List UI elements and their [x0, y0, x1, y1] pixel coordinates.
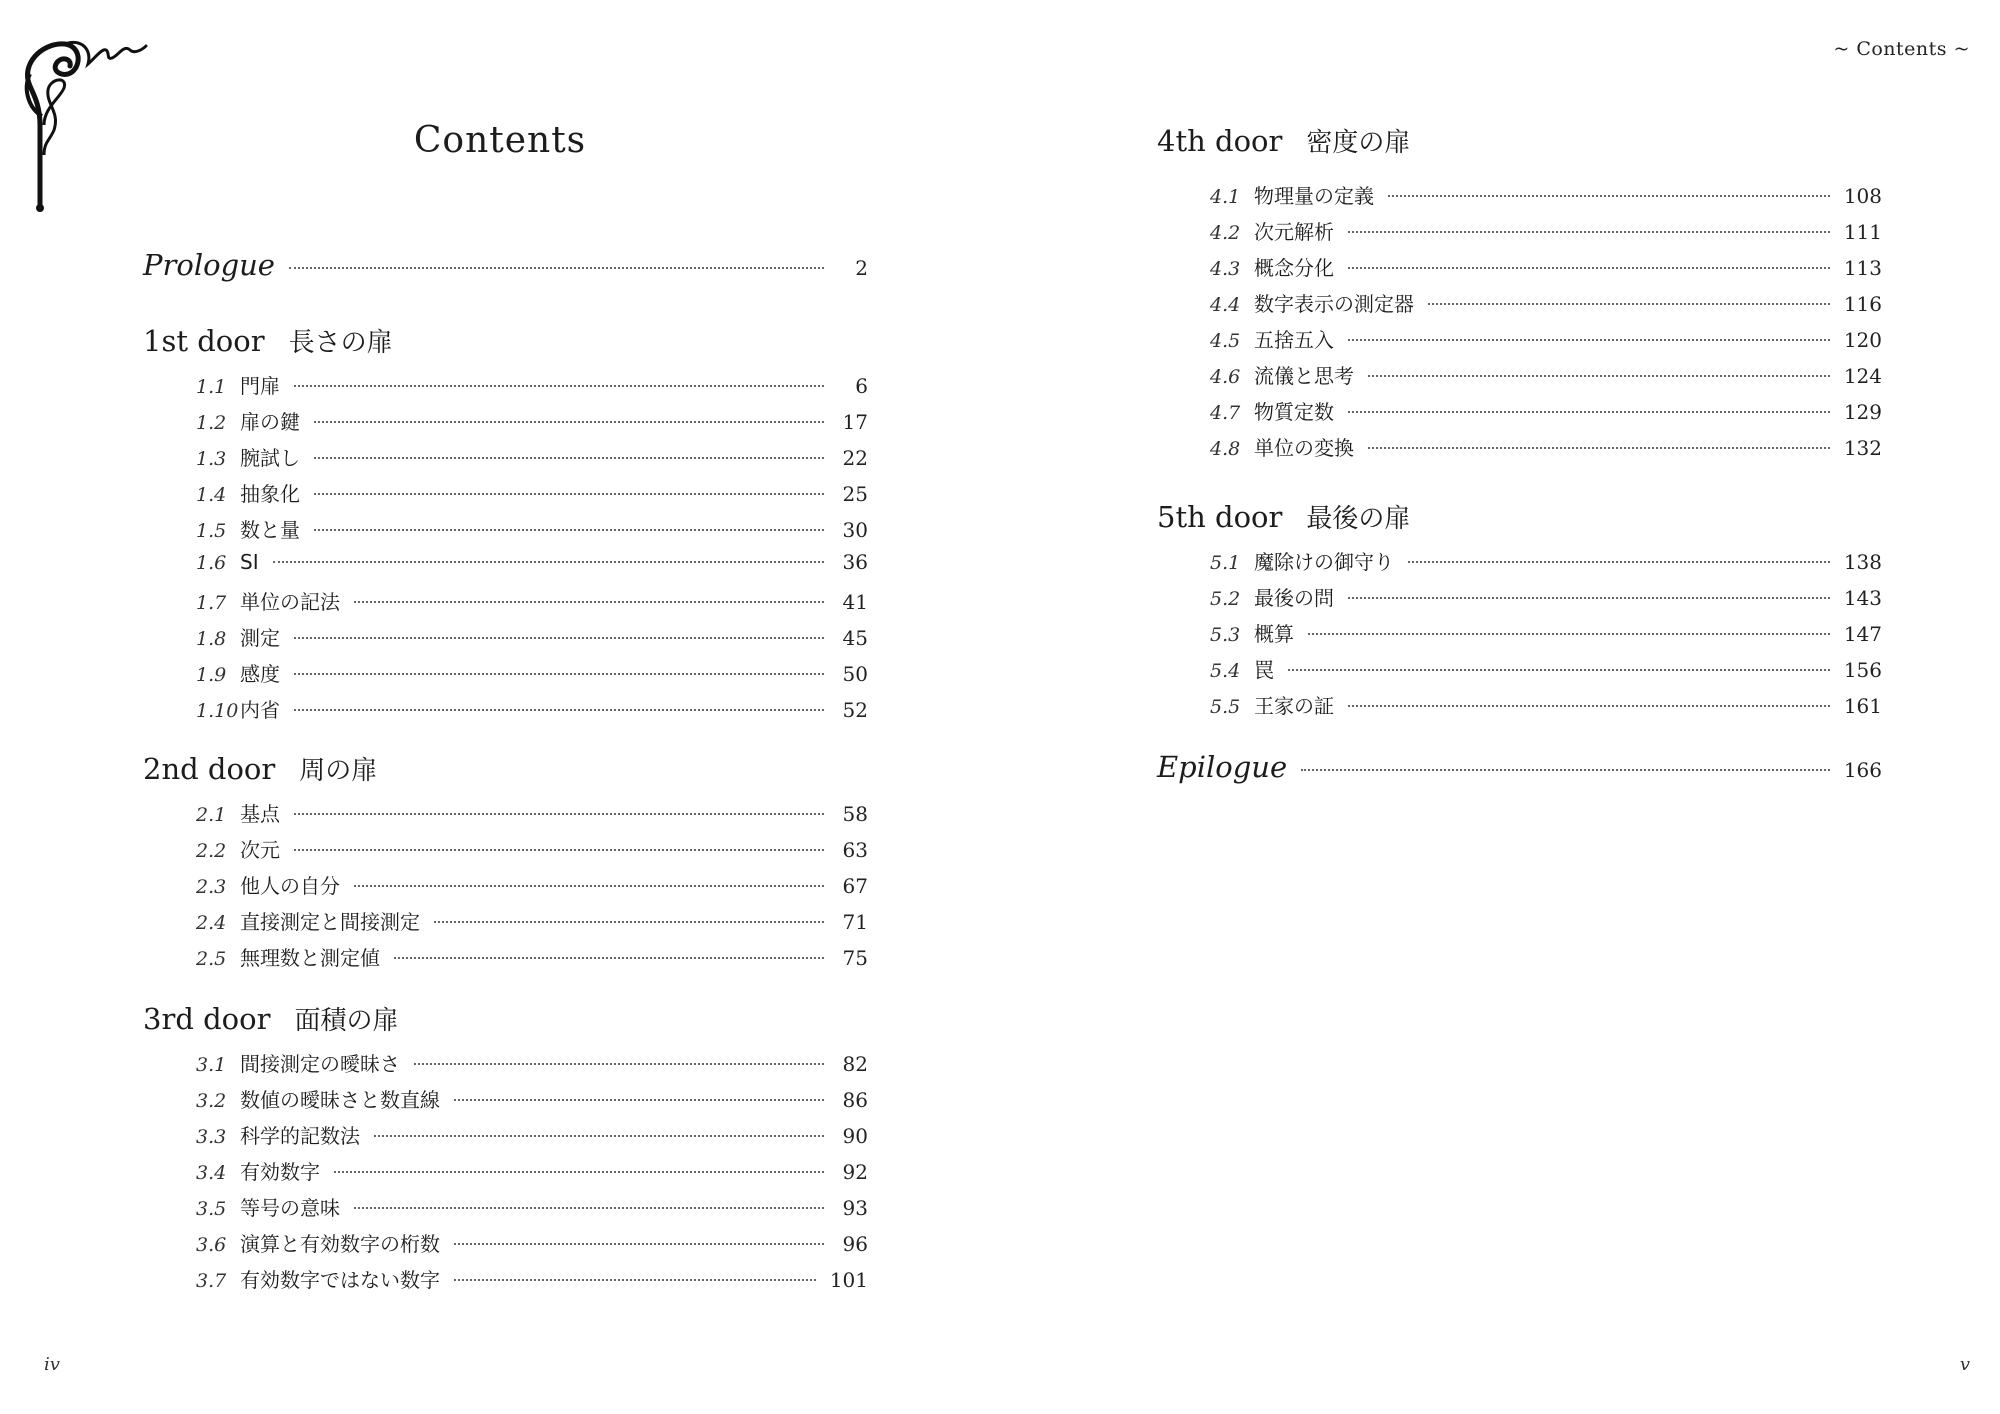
page-number: 90: [842, 1124, 868, 1148]
section-title: 概念分化: [1254, 256, 1334, 280]
section-entry[interactable]: [143, 1120, 868, 1156]
dot-leader: [314, 421, 824, 423]
dot-leader: [294, 813, 824, 815]
dot-leader: [454, 1099, 824, 1101]
section-number: 4.8: [1210, 438, 1241, 460]
page-number: 129: [1843, 400, 1882, 424]
door-name: 周の扉: [299, 756, 378, 786]
section-entry[interactable]: [143, 1264, 868, 1300]
door-3-block: [143, 1000, 868, 1300]
folio-left: iv: [44, 1354, 60, 1375]
section-title: 抽象化: [240, 482, 300, 506]
page-title: Contents: [413, 120, 587, 161]
dot-leader: [354, 1207, 824, 1209]
section-number: 1.2: [196, 412, 227, 434]
section-title: 扉の鍵: [240, 410, 300, 434]
page-number: 52: [842, 698, 868, 722]
section-number: 5.1: [1210, 552, 1241, 574]
section-number: 2.1: [196, 804, 227, 826]
page-number: 86: [842, 1088, 868, 1112]
section-entry[interactable]: [1157, 360, 1882, 396]
dot-leader: [1348, 705, 1830, 707]
section-title: 数値の曖昧さと数直線: [240, 1088, 440, 1112]
dot-leader: [273, 561, 824, 563]
prologue-block: [143, 248, 868, 288]
section-entry[interactable]: [1157, 546, 1882, 582]
door-label: 1st door: [143, 324, 265, 358]
door-heading[interactable]: [143, 750, 868, 798]
section-entry[interactable]: [143, 906, 868, 942]
page-number: 71: [842, 910, 868, 934]
section-number: 2.5: [196, 948, 227, 970]
section-number: 1.10: [196, 700, 239, 722]
page-number: 124: [1843, 364, 1882, 388]
door-name: 長さの扉: [288, 328, 393, 358]
section-number: 1.6: [196, 552, 227, 574]
section-entry[interactable]: [1157, 216, 1882, 252]
section-title: 数字表示の測定器: [1254, 292, 1414, 316]
dot-leader: [414, 1063, 824, 1065]
door-1-block: [143, 322, 868, 730]
section-entry[interactable]: [1157, 654, 1882, 690]
page-number: 30: [842, 518, 868, 542]
page-number: 67: [842, 874, 868, 898]
section-number: 2.4: [196, 912, 227, 934]
dot-leader: [314, 457, 824, 459]
dot-leader: [1368, 375, 1830, 377]
section-title: 概算: [1254, 622, 1294, 646]
section-title: 他人の自分: [240, 874, 340, 898]
page-number: 101: [829, 1268, 868, 1292]
dot-leader: [1348, 267, 1830, 269]
section-entry[interactable]: [1157, 618, 1882, 654]
page-number: 113: [1843, 256, 1882, 280]
section-title: 無理数と測定値: [240, 946, 380, 970]
section-title: 五捨五入: [1254, 328, 1334, 352]
door-label: 3rd door: [143, 1002, 271, 1036]
page-number: 2: [855, 256, 868, 280]
section-number: 3.4: [196, 1162, 227, 1184]
section-entry[interactable]: [143, 942, 868, 978]
dot-leader: [1408, 561, 1830, 563]
section-entry[interactable]: [143, 694, 868, 730]
door-5-block: [1157, 498, 1882, 726]
section-title: 内省: [240, 698, 280, 722]
section-number: 3.2: [196, 1090, 227, 1112]
dot-leader: [289, 267, 824, 269]
section-number: 2.3: [196, 876, 227, 898]
section-number: 3.5: [196, 1198, 227, 1220]
dot-leader: [1368, 447, 1830, 449]
door-name: 最後の扉: [1306, 504, 1411, 534]
dot-leader: [454, 1243, 824, 1245]
section-title: 数と量: [240, 518, 300, 542]
dot-leader: [334, 1171, 824, 1173]
dot-leader: [1308, 633, 1830, 635]
dot-leader: [314, 529, 824, 531]
dot-leader: [434, 921, 824, 923]
section-entry[interactable]: [1157, 324, 1882, 360]
page-number: 138: [1843, 550, 1882, 574]
page-number: 50: [842, 662, 868, 686]
dot-leader: [294, 385, 824, 387]
page-number: 41: [842, 590, 868, 614]
section-title: 物理量の定義: [1254, 184, 1374, 208]
dot-leader: [294, 637, 824, 639]
section-number: 3.3: [196, 1126, 227, 1148]
page-number: 116: [1843, 292, 1882, 316]
section-number: 4.6: [1210, 366, 1241, 388]
section-title: 単位の変換: [1254, 436, 1354, 460]
section-number: 1.7: [196, 592, 227, 614]
section-entry[interactable]: [1157, 252, 1882, 288]
dot-leader: [314, 493, 824, 495]
section-entry[interactable]: [1157, 396, 1882, 432]
dot-leader: [374, 1135, 824, 1137]
running-head: ~ Contents ~: [1833, 38, 1970, 60]
section-number: 4.3: [1210, 258, 1241, 280]
section-entry[interactable]: [1157, 582, 1882, 618]
section-number: 2.2: [196, 840, 227, 862]
section-entry[interactable]: [143, 370, 868, 406]
section-title: SI: [240, 550, 259, 574]
section-entry[interactable]: [1157, 690, 1882, 726]
section-entry[interactable]: [1157, 288, 1882, 324]
section-title: 有効数字: [240, 1160, 320, 1184]
section-number: 5.2: [1210, 588, 1241, 610]
page-number: 132: [1843, 436, 1882, 460]
section-title: 演算と有効数字の桁数: [240, 1232, 440, 1256]
section-title: 等号の意味: [240, 1196, 340, 1220]
dot-leader: [454, 1279, 816, 1281]
section-entry[interactable]: [143, 1048, 868, 1084]
section-entry[interactable]: [143, 870, 868, 906]
dot-leader: [354, 601, 824, 603]
dot-leader: [1288, 669, 1830, 671]
section-entry[interactable]: [143, 1228, 868, 1264]
dot-leader: [394, 957, 824, 959]
section-number: 4.1: [1210, 186, 1241, 208]
page-number: 156: [1843, 658, 1882, 682]
door-name: 密度の扉: [1306, 128, 1411, 158]
section-entry[interactable]: [143, 622, 868, 658]
dot-leader: [294, 673, 824, 675]
page-number: 25: [842, 482, 868, 506]
dot-leader: [354, 885, 824, 887]
section-title: 流儀と思考: [1254, 364, 1354, 388]
section-title: 最後の問: [1254, 586, 1334, 610]
epilogue-block: [1157, 750, 1882, 790]
section-number: 4.4: [1210, 294, 1241, 316]
section-title: 物質定数: [1254, 400, 1334, 424]
section-entry[interactable]: [143, 1084, 868, 1120]
page-number: 93: [842, 1196, 868, 1220]
section-number: 4.7: [1210, 402, 1241, 424]
door-label: 4th door: [1157, 124, 1283, 158]
door-4-block: [1157, 122, 1882, 468]
dot-leader: [294, 709, 824, 711]
section-number: 1.1: [196, 376, 227, 398]
page-number: 120: [1843, 328, 1882, 352]
section-title: 直接測定と間接測定: [240, 910, 420, 934]
door-heading[interactable]: [143, 1000, 868, 1048]
dot-leader: [1428, 303, 1830, 305]
door-heading[interactable]: [143, 322, 868, 370]
section-entry[interactable]: [143, 478, 868, 514]
page-number: 75: [842, 946, 868, 970]
door-heading[interactable]: [1157, 122, 1882, 180]
section-title: 王家の証: [1254, 694, 1334, 718]
dot-leader: [1348, 597, 1830, 599]
page-number: 161: [1843, 694, 1882, 718]
section-title: 門扉: [240, 374, 280, 398]
section-entry[interactable]: [143, 1192, 868, 1228]
epilogue-entry[interactable]: [1157, 750, 1882, 790]
dot-leader: [1348, 231, 1830, 233]
section-entry[interactable]: [143, 550, 868, 586]
section-entry[interactable]: [143, 798, 868, 834]
section-title: 科学的記数法: [240, 1124, 360, 1148]
page-number: 17: [842, 410, 868, 434]
section-title: 有効数字ではない数字: [240, 1268, 440, 1292]
prologue-label: Prologue: [143, 248, 275, 282]
section-number: 5.5: [1210, 696, 1241, 718]
door-label: 5th door: [1157, 500, 1283, 534]
section-entry[interactable]: [143, 442, 868, 478]
page-number: 63: [842, 838, 868, 862]
door-name: 面積の扉: [294, 1006, 399, 1036]
section-entry[interactable]: [143, 658, 868, 694]
section-title: 感度: [240, 662, 280, 686]
section-number: 1.5: [196, 520, 227, 542]
page-number: 96: [842, 1232, 868, 1256]
section-number: 4.5: [1210, 330, 1241, 352]
section-number: 5.4: [1210, 660, 1241, 682]
section-entry[interactable]: [1157, 180, 1882, 216]
page-number: 6: [855, 374, 868, 398]
section-entry[interactable]: [143, 406, 868, 442]
prologue-entry[interactable]: [143, 248, 868, 288]
page-number: 166: [1843, 758, 1882, 782]
page-number: 92: [842, 1160, 868, 1184]
section-title: 基点: [240, 802, 280, 826]
page-number: 82: [842, 1052, 868, 1076]
section-number: 3.6: [196, 1234, 227, 1256]
section-title: 罠: [1254, 658, 1274, 682]
door-label: 2nd door: [143, 752, 276, 786]
dot-leader: [1348, 339, 1830, 341]
folio-right: v: [1959, 1354, 1970, 1375]
epilogue-label: Epilogue: [1157, 750, 1288, 784]
section-title: 測定: [240, 626, 280, 650]
section-number: 5.3: [1210, 624, 1241, 646]
section-title: 次元解析: [1254, 220, 1334, 244]
section-number: 1.8: [196, 628, 227, 650]
page-number: 143: [1843, 586, 1882, 610]
section-title: 腕試し: [240, 446, 300, 470]
section-title: 間接測定の曖昧さ: [240, 1052, 400, 1076]
section-number: 3.7: [196, 1270, 227, 1292]
section-number: 4.2: [1210, 222, 1241, 244]
section-entry[interactable]: [1157, 432, 1882, 468]
section-number: 1.4: [196, 484, 227, 506]
page-number: 108: [1843, 184, 1882, 208]
section-entry[interactable]: [143, 1156, 868, 1192]
page-number: 58: [842, 802, 868, 826]
section-number: 1.3: [196, 448, 227, 470]
dot-leader: [1301, 769, 1830, 771]
section-title: 次元: [240, 838, 280, 862]
page-number: 111: [1843, 220, 1882, 244]
dot-leader: [1348, 411, 1830, 413]
section-title: 魔除けの御守り: [1254, 550, 1394, 574]
section-entry[interactable]: [143, 586, 868, 622]
section-entry[interactable]: [143, 514, 868, 550]
page-number: 45: [842, 626, 868, 650]
section-entry[interactable]: [143, 834, 868, 870]
section-number: 3.1: [196, 1054, 227, 1076]
dot-leader: [1388, 195, 1830, 197]
page-number: 147: [1843, 622, 1882, 646]
section-title: 単位の記法: [240, 590, 340, 614]
dot-leader: [294, 849, 824, 851]
section-number: 1.9: [196, 664, 227, 686]
door-heading[interactable]: [1157, 498, 1882, 546]
corner-ornament-icon: [20, 30, 160, 220]
page-number: 36: [842, 550, 868, 574]
door-2-block: [143, 750, 868, 978]
page-number: 22: [842, 446, 868, 470]
